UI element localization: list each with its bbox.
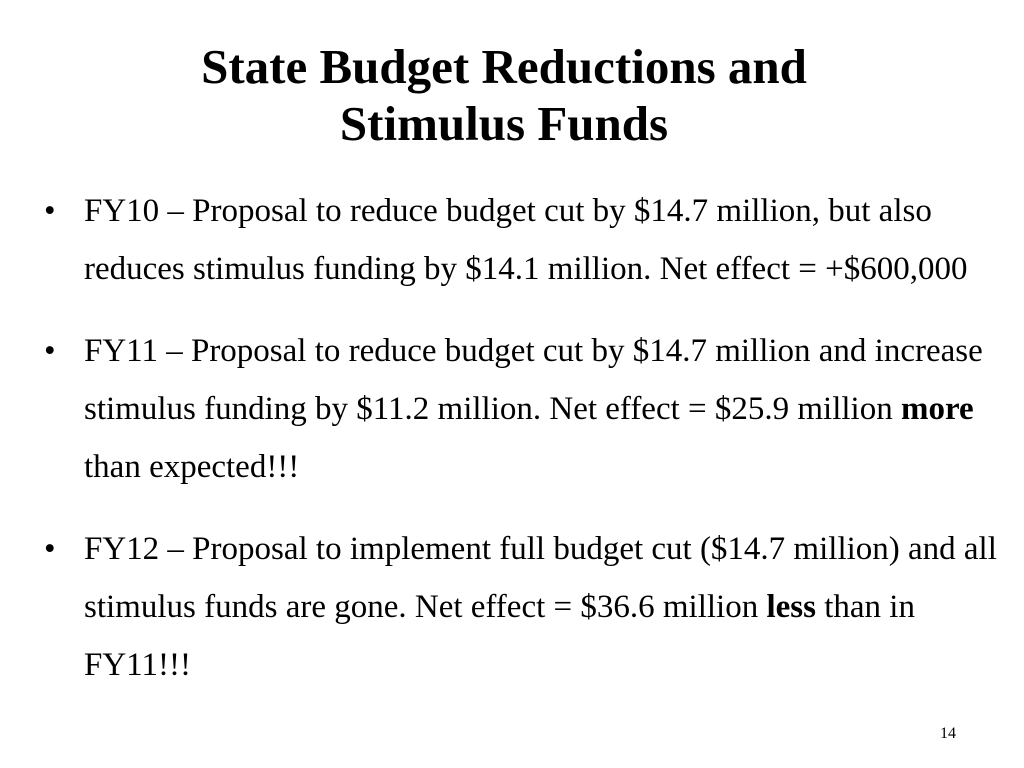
bullet-item-fy12 <box>44 520 1004 694</box>
bullet-item-fy10 <box>44 182 1004 298</box>
slide-title-line-2: Stimulus Funds <box>339 96 669 151</box>
bullet-emphasis: less <box>766 589 816 625</box>
bullet-text: FY11 – Proposal to reduce budget cut by $14.7 million and increase stimulus funding by $11.2 million. Net effect = $25.9 million <box>84 333 983 427</box>
bullet-text-tail: than expected!!! <box>84 449 300 485</box>
bullet-text: FY10 – Proposal to reduce budget cut by $14.7 million, but also reduces stimulus funding by $14.1 million. Net effect = +$600,000 <box>84 193 968 287</box>
bullet-icon: • <box>44 333 56 369</box>
bullet-text-tail: than in FY11!!! <box>84 589 915 683</box>
bullet-icon: • <box>44 193 56 229</box>
bullet-list <box>44 182 1004 718</box>
bullet-item-fy11 <box>44 322 1004 496</box>
bullet-emphasis: more <box>900 391 974 427</box>
slide-title <box>0 38 1008 152</box>
slide-title-line-1: State Budget Reductions and <box>201 39 807 94</box>
bullet-icon: • <box>44 531 56 567</box>
bullet-text: FY12 – Proposal to implement full budget cut ($14.7 million) and all stimulus funds are gone. Net effect = $36.6 million <box>84 531 997 625</box>
page-number: 14 <box>940 725 956 742</box>
